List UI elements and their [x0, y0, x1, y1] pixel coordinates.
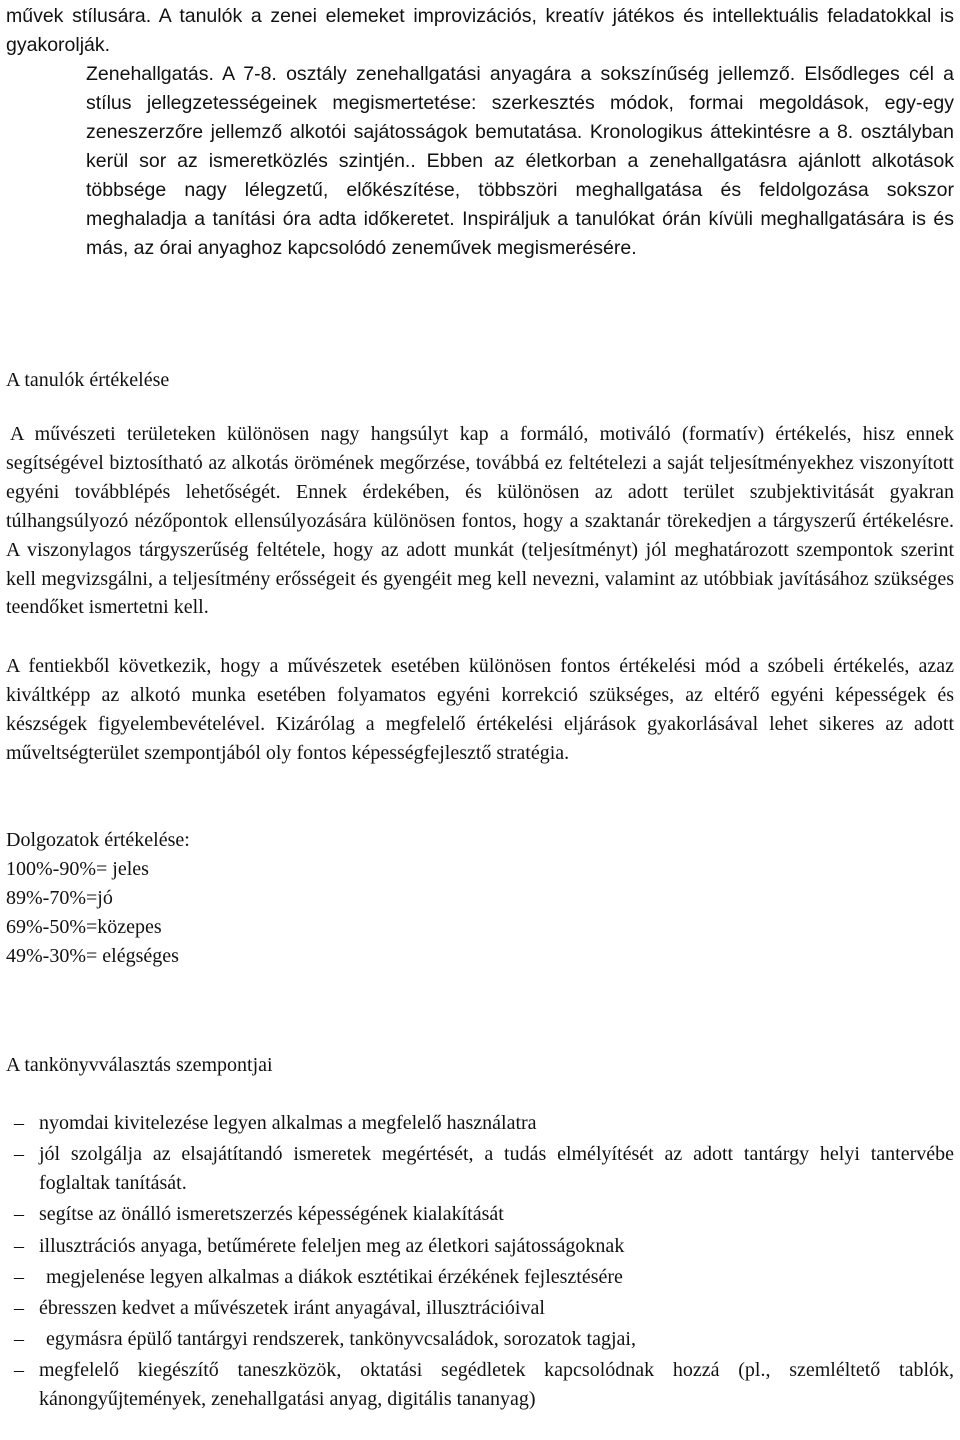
grading-item: 49%-30%= elégséges — [6, 945, 179, 967]
textbook-heading: A tankönyvválasztás szempontjai — [6, 1054, 273, 1076]
dash-bullet-icon: – — [14, 1112, 24, 1134]
grading-title: Dolgozatok értékelése: — [6, 829, 190, 851]
dash-bullet-icon: – — [14, 1234, 24, 1257]
list-item-text: jól szolgálja az elsajátítandó ismeretek megértését, a tudás elmélyítését az adott tantárgy helyi tantervébe foglaltak tanítását. — [39, 1143, 954, 1195]
list-item — [6, 1200, 954, 1229]
list-item — [6, 1325, 954, 1354]
evaluation-heading: A tanulók értékelése — [6, 369, 170, 391]
list-item — [6, 1140, 954, 1198]
listening-paragraph: Zenehallgatás. A 7-8. osztály zenehallgatási anyagára a sokszínűség jellemző. Elsődleges cél a stílus jellegzetességeinek megismertetése: szerkesztés módok, formai megoldások, egy-egy zeneszerzőre jellemző alkotói sajátosságok bemutatása. Kronologikus áttekintésre a 8. osztályban kerül sor az ismeretközlés szintjén.. Ebben az életkorban a zenehallgatásra ajánlott alkotások többsége nagy lélegzetű, előkészítése, többszöri meghallgatása és feldolgozása sokszor meghaladja a tanítási óra adta időkeretet. Inspiráljuk a tanulókat órán kívüli meghallgatására is és más, az órai anyaghoz kapcsolódó zeneművek megismerésére. — [86, 63, 954, 259]
evaluation-paragraph-2: A fentiekből következik, hogy a művészetek esetében különösen fontos értékelési mód a szóbeli értékelés, azaz kiváltképp az alkotó munka esetében folyamatos egyéni korrekció szükséges, az eltérő egyéni képességek és készségek figyelembevételével. Kizárólag a megfelelő értékelési eljárások gyakorlásával lehet sikeres az adott műveltségterület szempontjából oly fontos képességfejlesztő stratégia. — [6, 655, 954, 764]
list-item — [6, 1356, 954, 1414]
grading-item: 100%-90%= jeles — [6, 858, 149, 880]
intro-paragraph: művek stílusára. A tanulók a zenei elemeket improvizációs, kreatív játékos és intellektuális feladatokkal is gyakorolják. — [6, 5, 954, 56]
dash-bullet-icon: – — [14, 1143, 24, 1166]
list-item-text: illusztrációs anyaga, betűmérete feleljen meg az életkori sajátosságoknak — [39, 1234, 625, 1257]
dash-bullet-icon: – — [14, 1359, 24, 1382]
list-item — [6, 1109, 954, 1138]
list-item-text: segítse az önálló ismeretszerzés képességének kialakítását — [39, 1203, 504, 1226]
textbook-criteria-list — [6, 1109, 954, 1417]
grading-item: 89%-70%=jó — [6, 887, 113, 909]
dash-bullet-icon: – — [14, 1328, 24, 1351]
grading-item: 69%-50%=közepes — [6, 916, 162, 938]
list-item — [6, 1263, 954, 1292]
list-item-text: egymásra épülő tantárgyi rendszerek, tankönyvcsaládok, sorozatok tagjai, — [46, 1328, 636, 1351]
dash-bullet-icon: – — [14, 1296, 24, 1319]
list-item — [6, 1232, 954, 1261]
list-item-text: megfelelő kiegészítő taneszközök, oktatási segédletek kapcsolódnak hozzá (pl., szemléltető tablók, kánongyűjtemények, zenehallgatási anyag, digitális tananyag) — [39, 1359, 954, 1411]
list-item-text: nyomdai kivitelezése legyen alkalmas a megfelelő használatra — [39, 1112, 537, 1134]
list-item-text: megjelenése legyen alkalmas a diákok esztétikai érzékének fejlesztésére — [46, 1265, 623, 1288]
list-item-text: ébresszen kedvet a művészetek iránt anyagával, illusztrációival — [39, 1296, 545, 1319]
evaluation-paragraph-1: A művészeti területeken különösen nagy hangsúlyt kap a formáló, motiváló (formatív) értékelés, hisz ennek segítségével biztosítható az alkotás örömének megőrzése, továbbá ez feltételezi a saját teljesítményekhez viszonyított egyéni továbblépés lehetőségét. Ennek érdekében, és különösen az adott terület szubjektivitását gyakran túlhangsúlyozó nézőpontok ellensúlyozására különösen fontos, hogy a szaktanár törekedjen a tárgyszerű értékelésre. A viszonylagos tárgyszerűség feltétele, hogy az adott munkát (teljesítményt) jól meghatározott szempontok szerint kell megvizsgálni, a teljesítmény erősségeit és gyengéit meg kell nevezni, valamint az utóbbiak javításához szükséges teendőket ismertetni kell. — [6, 423, 954, 619]
dash-bullet-icon: – — [14, 1203, 24, 1226]
list-item — [6, 1294, 954, 1323]
dash-bullet-icon: – — [14, 1265, 24, 1288]
